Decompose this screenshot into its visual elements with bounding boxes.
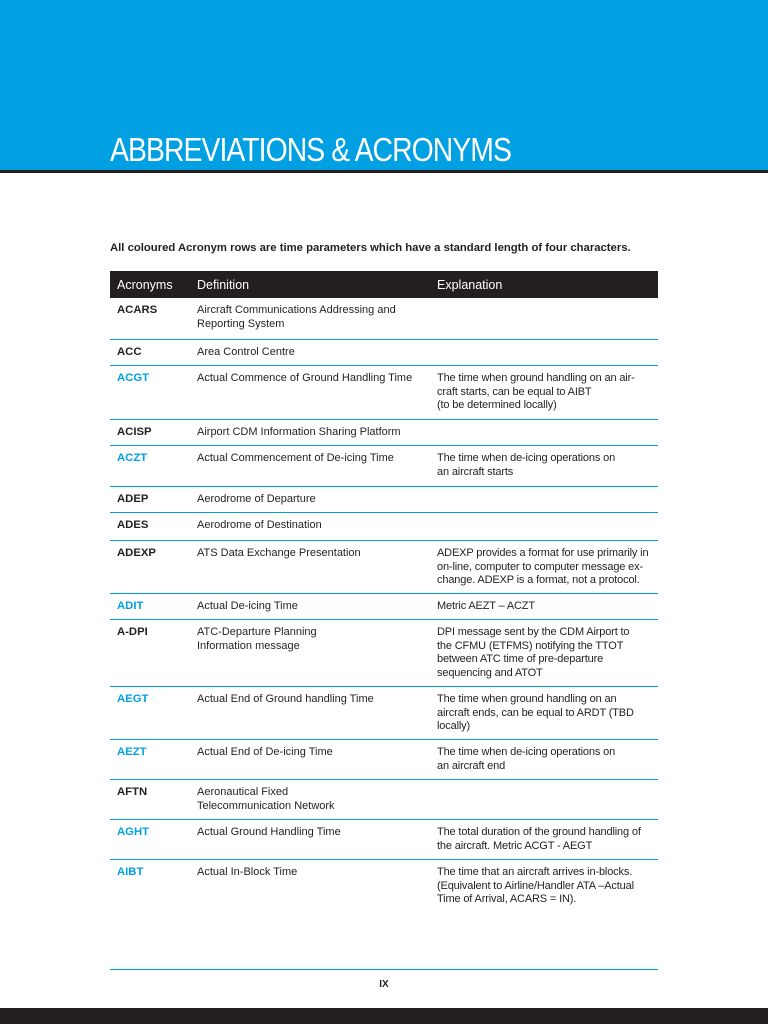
explanation-cell: The time when ground handling on an air- craft starts, can be equal to AIBT (to be determined locally) <box>437 372 635 411</box>
acronym-table <box>110 271 658 910</box>
explanation-cell <box>437 519 658 540</box>
column-header-definition: Definition <box>197 277 250 292</box>
definition-cell: ATS Data Exchange Presentation <box>197 547 361 559</box>
explanation-cell: Metric AEZT – ACZT <box>437 600 535 612</box>
explanation-cell: DPI message sent by the CDM Airport to the CFMU (ETFMS) notifying the TTOT between ATC time of pre-departure sequencing and ATOT <box>437 626 630 679</box>
definition-cell: Aerodrome of Destination <box>197 519 322 531</box>
acronym-cell: ADIT <box>117 600 144 612</box>
definition-cell: Actual Commencement of De-icing Time <box>197 452 394 464</box>
explanation-cell: The time when de-icing operations on an aircraft end <box>437 746 616 772</box>
table-row <box>110 446 658 487</box>
table-row <box>110 340 658 366</box>
acronym-cell: AIBT <box>117 866 144 878</box>
definition-cell: ATC-Departure Planning Information message <box>197 626 317 652</box>
page-title: ABBREVIATIONS & ACRONYMS <box>110 131 511 168</box>
column-header-acronyms: Acronyms <box>117 277 173 292</box>
footer-bar <box>0 1008 768 1024</box>
table-row <box>110 366 658 420</box>
definition-cell: Actual Commence of Ground Handling Time <box>197 372 413 384</box>
definition-cell: Actual End of De-icing Time <box>197 746 333 758</box>
acronym-cell: ADES <box>117 519 149 531</box>
explanation-cell: The time that an aircraft arrives in-blocks. (Equivalent to Airline/Handler ATA –Actual Time of Arrival, ACARS = IN). <box>437 866 634 905</box>
definition-cell: Actual End of Ground handling Time <box>197 693 374 705</box>
acronym-cell: ACZT <box>117 452 148 464</box>
table-row <box>110 740 658 780</box>
explanation-cell: ADEXP provides a format for use primarily in on-line, computer to computer message ex- change. ADEXP is a format, not a protocol. <box>437 547 649 586</box>
intro-note: All coloured Acronym rows are time parameters which have a standard length of four characters. <box>110 242 631 254</box>
table-row <box>110 820 658 860</box>
definition-cell: Airport CDM Information Sharing Platform <box>197 426 401 438</box>
table-row <box>110 541 658 594</box>
footer-divider <box>110 969 658 970</box>
acronym-cell: AEGT <box>117 693 149 705</box>
definition-cell: Aeronautical Fixed Telecommunication Network <box>197 786 335 812</box>
acronym-cell: AEZT <box>117 746 147 758</box>
definition-cell: Actual Ground Handling Time <box>197 826 341 838</box>
table-header <box>110 271 658 298</box>
definition-cell: Aircraft Communications Addressing and Reporting System <box>197 304 396 330</box>
table-row <box>110 620 658 687</box>
explanation-cell <box>437 493 658 512</box>
explanation-cell: The time when de-icing operations on an aircraft starts <box>437 452 616 478</box>
table-row <box>110 298 658 340</box>
acronym-cell: ACISP <box>117 426 152 438</box>
acronym-cell: ADEXP <box>117 547 156 559</box>
explanation-cell <box>437 346 658 365</box>
acronym-cell: A-DPI <box>117 626 148 638</box>
header-divider <box>0 170 768 173</box>
explanation-cell: The time when ground handling on an aircraft ends, can be equal to ARDT (TBD locally) <box>437 693 634 732</box>
acronym-cell: AGHT <box>117 826 150 838</box>
column-header-explanation: Explanation <box>437 277 503 292</box>
table-row <box>110 487 658 513</box>
definition-cell: Actual De-icing Time <box>197 600 298 612</box>
explanation-cell <box>437 786 658 819</box>
table-row <box>110 860 658 910</box>
table-row <box>110 687 658 740</box>
explanation-cell <box>437 304 658 339</box>
table-row <box>110 594 658 620</box>
acronym-cell: ACARS <box>117 304 158 316</box>
table-row <box>110 513 658 541</box>
definition-cell: Area Control Centre <box>197 346 295 358</box>
acronym-cell: AFTN <box>117 786 148 798</box>
explanation-cell: The total duration of the ground handling of the aircraft. Metric ACGT - AEGT <box>437 826 641 852</box>
acronym-cell: ACGT <box>117 372 150 384</box>
definition-cell: Actual In-Block Time <box>197 866 298 878</box>
table-row <box>110 780 658 820</box>
acronym-cell: ACC <box>117 346 142 358</box>
acronym-cell: ADEP <box>117 493 149 505</box>
page-number: IX <box>379 979 389 990</box>
definition-cell: Aerodrome of Departure <box>197 493 316 505</box>
table-row <box>110 420 658 446</box>
explanation-cell <box>437 426 658 445</box>
